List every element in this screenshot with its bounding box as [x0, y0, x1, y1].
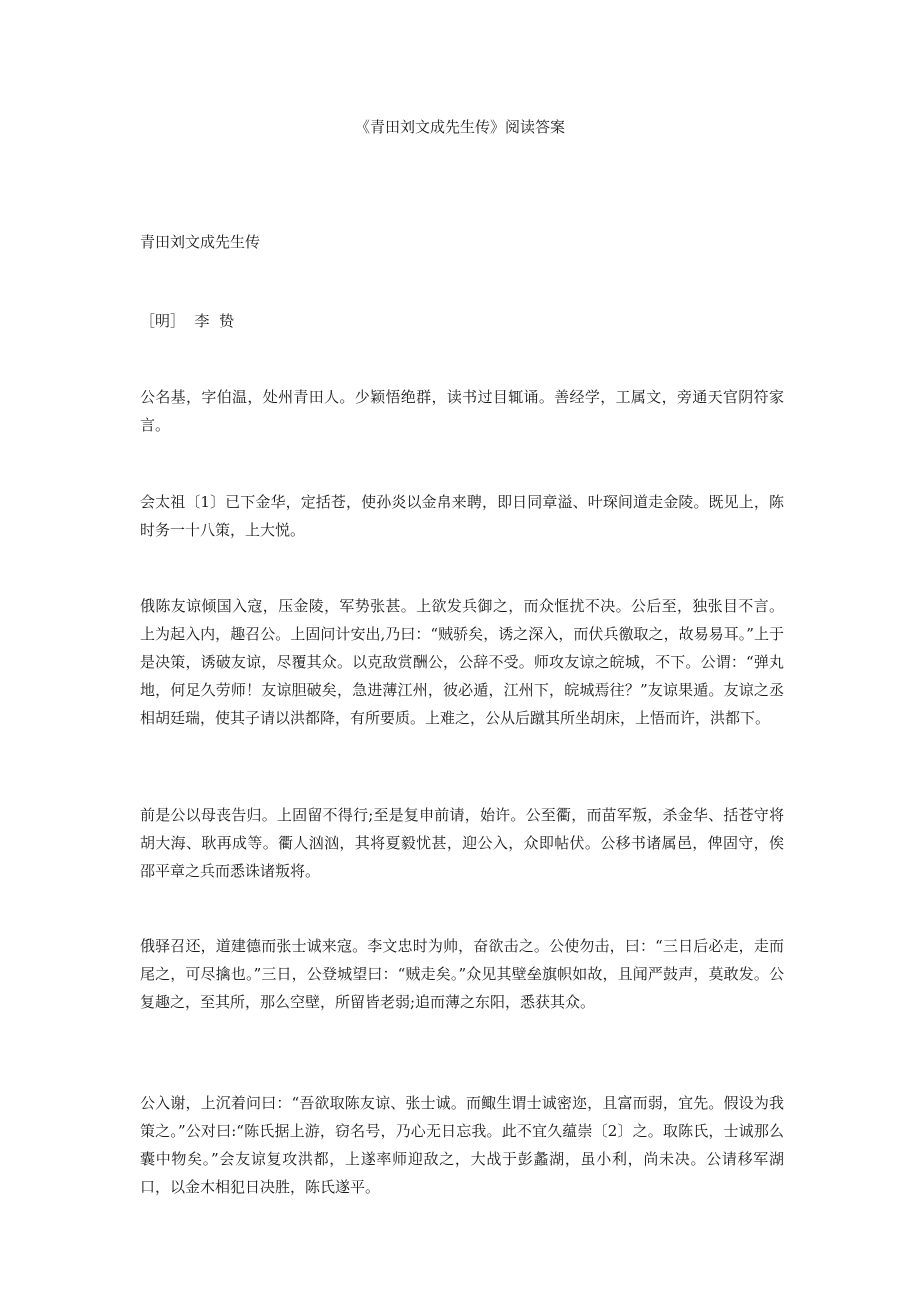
- author-line: ［明］ 李 贽: [140, 312, 235, 330]
- paragraph: 前是公以母丧告归。上固留不得行;至是复申前请，始许。公至衢，而苗军叛，杀金华、括苍守将胡大海、耿再成等。衢人汹汹，其将夏毅忧甚，迎公入，众即帖伏。公移书诸属邑，俾固守，俟邵平章之兵而悉诛诸叛将。: [140, 806, 784, 880]
- paragraph: 俄陈友谅倾国入寇，压金陵，军势张甚。上欲发兵御之，而众恇扰不决。公后至，独张目不言。上为起入内，趣召公。上固问计安出,乃曰：“贼骄矣，诱之深入，而伏兵徼取之，故易易耳。”上于是决策，诱破友谅，尽覆其众。以克敌赏酬公，公辞不受。师攻友谅之皖城，不下。公谓：“弹丸地，何足久劳师！友谅胆破矣，急进薄江州，彼必遁，江州下，皖城焉往？”友谅果遁。友谅之丞相胡廷瑞，使其子请以洪都降，有所要质。上难之，公从后蹴其所坐胡床，上悟而许，洪都下。: [140, 597, 784, 727]
- paragraph: 会太祖〔1〕已下金华，定括苍，使孙炎以金帛来聘，即日同章溢、叶琛间道走金陵。既见上，陈时务一十八策，上大悦。: [140, 493, 784, 539]
- paragraph: 公入谢，上沉着问曰：“吾欲取陈友谅、张士诚。而鲰生谓士诚密迩，且富而弱，宜先。假设为我策之。”公对曰:“陈氏据上游，窃名号，乃心无日忘我。此不宜久蕴崇〔2〕之。取陈氏，士诚那么囊中物矣。”会友谅复攻洪都，上遂率师迎敌之，大战于彭蠡湖，虽小利，尚未决。公请移军湖口，以金木相犯日决胜，陈氏遂平。: [140, 1094, 784, 1196]
- article-title: 青田刘文成先生传: [140, 233, 261, 251]
- paragraph: 公名基，字伯温，处州青田人。少颖悟绝群，读书过目辄诵。善经学，工属文，旁通天官阴符家言。: [140, 388, 784, 434]
- paragraph: 俄驿召还，道建德而张士诚来寇。李文忠时为帅，奋欲击之。公使勿击，曰：“三日后必走，走而尾之，可尽擒也。”三日，公登城望曰：“贼走矣。”众见其壁垒旗帜如故，且闻严鼓声，莫敢发。公复趣之，至其所，那么空壁，所留皆老弱;追而薄之东阳，悉获其众。: [140, 937, 784, 1011]
- document-title: 《青田刘文成先生传》阅读答案: [354, 118, 565, 136]
